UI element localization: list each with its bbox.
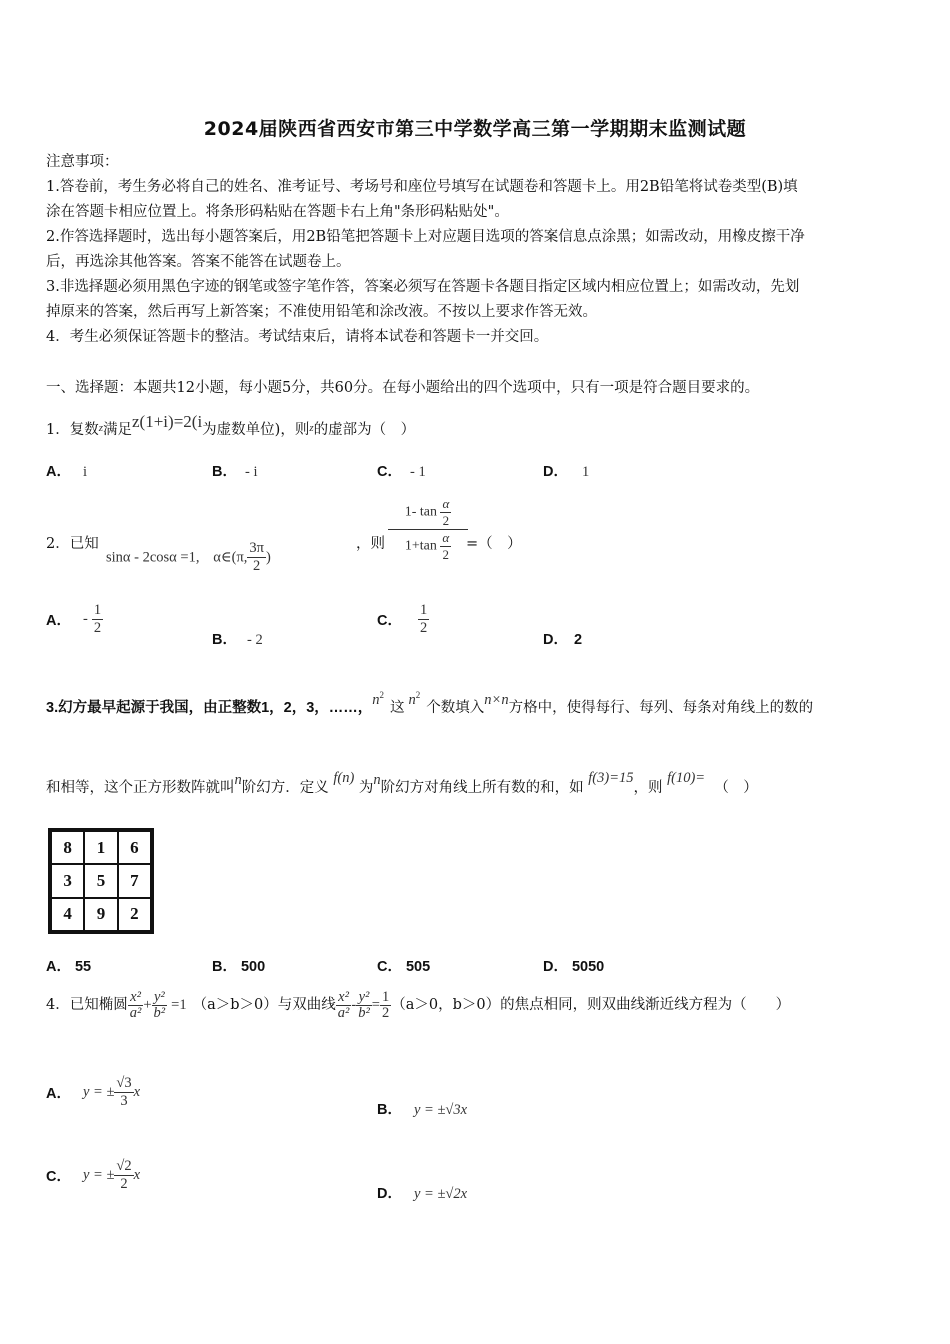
notice-line: 3.非选择题必须用黑色字迹的钢笔或签字笔作答，答案必须写在答题卡各题目指定区域内相应位置上；如需改动，先划 <box>46 279 800 295</box>
question-4-text: 4．已知椭圆 $\frac{\text{x²}}{\text{a²}}$ + $\frac{\text{y²}}{\text{b²}}$ =1 （a＞b＞0）与双曲线 $\frac{\text{x²}}{\text{a²}}$ - $\frac{\text{y²}}{\text{b²}}$ = $\frac{1}{2}$ （a＞0，b＞0）的焦点相同，则双曲线渐近线方程为（ ） <box>46 989 791 1021</box>
question-3-line-1: 3.幻方最早起源于我国，由正整数1，2，3，……，$n^2$这 $n^2$个数填入n×n方格中，使得每行、每列、每条对角线上的数的 <box>46 690 814 716</box>
notice-line: 4．考生必须保证答题卡的整洁。考试结束后，请将本试卷和答题卡一并交回。 <box>46 329 549 345</box>
option-c[interactable]: C． y = ± $\frac{√2}{2}$ x <box>46 1158 141 1192</box>
notice-line: 掉原来的答案，然后再写上新答案；不准使用铅笔和涂改液。不按以上要求作答无效。 <box>46 304 597 320</box>
question-1-text: 1．复数$^z$满足z(1+i)=2(i为虚数单位)，则$^z$的虚部为（ ） <box>46 412 416 438</box>
magic-square-cell: 2 <box>118 898 151 931</box>
option-d[interactable]: D． 1 <box>543 464 590 480</box>
option-a[interactable]: A． y = ± $\frac{√3}{3}$ x <box>46 1075 141 1109</box>
magic-square-cell: 5 <box>84 864 117 897</box>
option-d[interactable]: D． 2 <box>543 632 583 648</box>
option-c[interactable]: C． 505 <box>377 959 431 975</box>
question-2-expression: 1- tan $\frac{\alpha}{2}$ 1+tan $\frac{\alpha}{2}$ <box>388 496 468 563</box>
option-d[interactable]: D． y = ±√2x <box>377 1186 468 1202</box>
question-3-line-2: 和相等，这个正方形数阵就叫n阶幻方．定义 f(n) 为n阶幻方对角线上所有数的和，如 f(3)=15，则 f(10)= （ ） <box>46 770 758 796</box>
magic-square-cell: 6 <box>118 831 151 864</box>
notice-heading: 注意事项： <box>46 154 119 170</box>
option-a[interactable]: A． i <box>46 464 88 480</box>
option-b[interactable]: B． y = ±√3x <box>377 1102 468 1118</box>
notice-line: 1.答卷前，考生务必将自己的姓名、准考证号、考场号和座位号填写在试题卷和答题卡上。用2B铅笔将试卷类型(B)填 <box>46 179 798 195</box>
section-heading: 一、选择题：本题共12小题，每小题5分，共60分。在每小题给出的四个选项中，只有一项是符合题目要求的。 <box>46 380 760 396</box>
option-b[interactable]: B． 500 <box>212 959 266 975</box>
magic-square-cell: 3 <box>51 864 84 897</box>
option-a[interactable]: A． 55 <box>46 959 92 975</box>
question-2-condition: sinα - 2cosα =1, α∈(π, $\frac{3\pi}{2}$ ) <box>106 540 271 574</box>
notice-line: 涂在答题卡相应位置上。将条形码粘贴在答题卡右上角"条形码粘贴处"。 <box>46 204 509 220</box>
question-2-answer-paren: =（ ） <box>466 536 522 552</box>
option-b[interactable]: B． - i <box>212 464 258 480</box>
option-a[interactable]: A． - $\frac{1}{2}$ <box>46 602 102 636</box>
option-c[interactable]: C． $\frac{1}{2}$ <box>377 602 428 636</box>
magic-square-cell: 4 <box>51 898 84 931</box>
magic-square-cell: 7 <box>118 864 151 897</box>
magic-square-cell: 1 <box>84 831 117 864</box>
page-title: 2024届陕西省西安市第三中学数学高三第一学期期末监测试题 <box>203 118 747 140</box>
magic-square-figure <box>48 828 154 934</box>
notice-line: 后，再选涂其他答案。答案不能答在试题卷上。 <box>46 254 351 270</box>
option-b[interactable]: B． - 2 <box>212 632 263 648</box>
question-2-then: ，则 <box>356 536 385 552</box>
magic-square-cell: 9 <box>84 898 117 931</box>
option-d[interactable]: D． 5050 <box>543 959 605 975</box>
notice-line: 2.作答选择题时，选出每小题答案后，用2B铅笔把答题卡上对应题目选项的答案信息点涂黑；如需改动，用橡皮擦干净 <box>46 229 805 245</box>
option-c[interactable]: C． - 1 <box>377 464 426 480</box>
question-2-pre: 2．已知 <box>46 536 99 552</box>
magic-square-cell: 8 <box>51 831 84 864</box>
